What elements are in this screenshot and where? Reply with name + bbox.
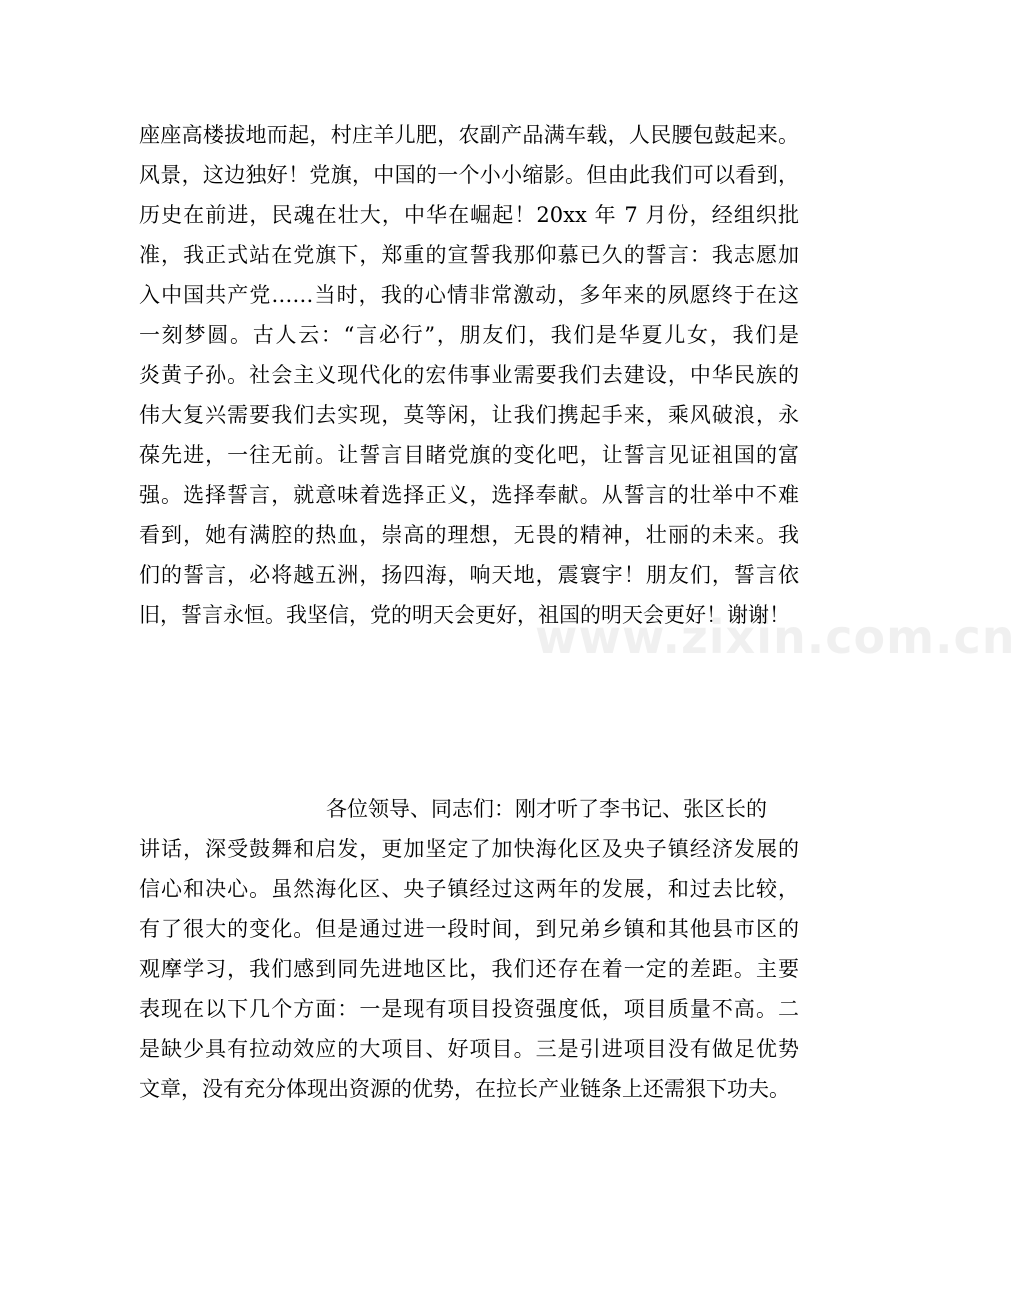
text-line: 是缺少具有拉动效应的大项目、好项目。三是引进项目没有做足优势 [139,1037,799,1061]
text-line: 各位领导、同志们：刚才听了李书记、张区长的 [326,797,767,821]
text-line: 历史在前进，民魂在壮大，中华在崛起！20xx 年 7 月份，经组织批 [139,203,799,227]
watermark: www.zixin.com.cn [535,610,1016,664]
text-line: 一刻梦圆。古人云：“言必行”，朋友们，我们是华夏儿女，我们是 [139,323,799,347]
text-line: 伟大复兴需要我们去实现，莫等闲，让我们携起手来，乘风破浪，永 [139,403,799,427]
text-line: 葆先进，一往无前。让誓言目睹党旗的变化吧，让誓言见证祖国的富 [139,443,799,467]
text-line: 表现在以下几个方面：一是现有项目投资强度低，项目质量不高。二 [139,997,799,1021]
text-line: 信心和决心。虽然海化区、央子镇经过这两年的发展，和过去比较， [139,877,799,901]
text-line: 们的誓言，必将越五洲，扬四海，响天地，震寰宇！朋友们，誓言依 [139,563,799,587]
paragraph-oath-speech [139,115,799,635]
text-line: 看到，她有满腔的热血，崇高的理想，无畏的精神，壮丽的未来。我 [139,523,799,547]
text-line: 强。选择誓言，就意味着选择正义，选择奉献。从誓言的壮举中不难 [139,483,799,507]
text-line: 有了很大的变化。但是通过进一段时间，到兄弟乡镇和其他县市区的 [139,917,799,941]
text-line: 讲话，深受鼓舞和启发，更加坚定了加快海化区及央子镇经济发展的 [139,837,799,861]
text-line: 文章，没有充分体现出资源的优势，在拉长产业链条上还需狠下功夫。 [139,1077,790,1101]
text-line: 准，我正式站在党旗下，郑重的宣誓我那仰慕已久的誓言：我志愿加 [139,243,799,267]
text-line: 炎黄子孙。社会主义现代化的宏伟事业需要我们去建设，中华民族的 [139,363,799,387]
text-line: 风景，这边独好！党旗，中国的一个小小缩影。但由此我们可以看到， [139,163,799,187]
text-line: 观摩学习，我们感到同先进地区比，我们还存在着一定的差距。主要 [139,957,799,981]
text-line: 旧，誓言永恒。我坚信，党的明天会更好，祖国的明天会更好！谢谢！ [139,603,790,627]
text-line: 入中国共产党……当时，我的心情非常激动，多年来的夙愿终于在这 [139,283,799,307]
text-line: 座座高楼拔地而起，村庄羊儿肥，农副产品满车载，人民腰包鼓起来。 [139,123,799,147]
paragraph-development-speech [139,789,799,1109]
